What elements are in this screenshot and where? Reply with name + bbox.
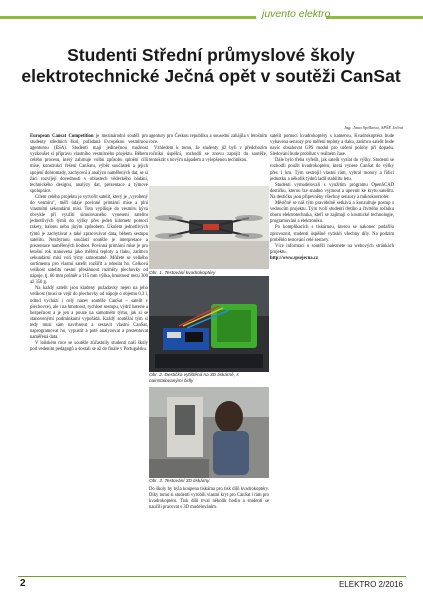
paragraph: satelit pomocí kvadrokoptéry s kamerou. Kvadrokoptéra bude vybavena senzory pro měření teploty a tlaku, zatímco satelit bude navíc obsahovat GPS modul pro určení polohy při dopadu. Sledování bude probíhat v reálném čase.	[270, 134, 394, 158]
byline: Ing. Jana Spilková, SPŠE Ječná	[344, 125, 403, 130]
header-rule-left	[0, 16, 256, 19]
paragraph: Na každý satelit jsou kladeny požadavky nejen na jeho velikost (musí se vejít do plechovky od nápoje o objemu 0,3 l, odtud vychází i celý název soutěže CanSat – satelit v plechovce), ale i na hmotnost, rychlost sestupu, výdrž baterie a bezpečnost a je jen a pouze na samotném týmu, jak si se stanovenými podmínkami vypořádá. Každý soutěžní tým si tedy musí sám navrhnout a sestavit vlastní CanSat, naprogramovat ho, vypustit a poté analyzovat a prezentovat naměřená data.	[30, 286, 148, 341]
issue-label: ELEKTRO 2/2016	[338, 580, 403, 589]
paragraph: Cílem celého projektu je vytvořit satelit, který je „vyrobený do vesmíru", měří údaje povinné primární mise a plní vlastními sekundární misi. Toto vyplňuje do vesmíru bývá obvykle při využití simulovaného vynesení satelitu jednotlivých týmů do výšky přes jeden kilometr pomocí rakety, balonu nebo jiným způsobem. Úkolem jednotlivých týmů je zachytávat a také zpracovávat data, během sestupu satelitu. Nezbytnou součástí soutěže je interpretace a prezentace naměřených hodnot. Povinná primární mise je pro letošní rok stanovena jako měření teploty a tlaku, zatímco sekundární misi volí týmy samostatně. Můžete se velkého sortimentu pro vlastní satelit rozšířit a odeslat ho. Celková velikost satelitu nesmí přesáhnout rozměry plechovky od nápoje, tj. 66 mm průměr a 115 mm výška, hmotnost mezi 300 až 350 g.	[30, 194, 148, 286]
column-2-continued: Do školy by byla koupena tiskárna pro tisk dílů kvadrokoptéry. Díky tomu si studenti vyrobili vlastní kryt pro CanSat i rám pro kvadrokoptéru. Tisk dílů trval několik hodin a studenti se naučili pracovat s 3D modelováním.	[149, 487, 269, 511]
photo-caption: Obr. 1. Testování kvadrokoptéry	[149, 270, 216, 275]
website-link[interactable]: http://www.spsejecna.cz	[270, 255, 318, 261]
photo-quadcopter	[149, 186, 269, 269]
article-title: Studenti Střední průmyslové školy elektrotechnické Ječná opět v soutěži CanSat	[21, 45, 401, 86]
paragraph: Vzhledem k tomu, že studenty již byli v předchozím ročníku úspěšní, rozhodli se znovu zapojit do soutěže, tentokrát s novým nápadem a vylepšenou technikou.	[149, 146, 267, 164]
column-1	[30, 134, 148, 353]
footer-rule	[18, 576, 406, 577]
header-rule-right	[326, 16, 423, 19]
photo-caption: Obr. 2. Destička vytištěná na 3D tiskárně, s nainstalovanými čidly	[149, 372, 239, 383]
lead-text: European Cansat Competition	[30, 134, 94, 139]
header-band	[0, 8, 423, 26]
paragraph: Měsíčně se náš tým pravidelně setkává a konzultuje postup s vedoucím projektu. Tým tvoří studenti třetího a čtvrtého ročníku oboru elektrotechnika, kteří se zajímají o kosmické technologie, programování a elektroniku.	[270, 201, 394, 225]
section-label: juvento elektro	[262, 8, 331, 20]
photo-caption: Obr. 3. Testování 3D tiskárny	[149, 478, 210, 483]
paragraph: Více informací o soutěži naleznete na webových stránkách projektu.	[270, 243, 394, 255]
paragraph: Studenti vymodelovali s využitím programu OpenSCAD destičku, kterou lze snadno vyjmout a upevnit ke krytu satelitu. Na destičku jsou připevněny všechny senzory a mikrokontrolér.	[270, 182, 394, 200]
column-2	[149, 134, 267, 164]
photo-printed-board	[149, 276, 269, 372]
photo-3d-printer	[149, 387, 269, 478]
paragraph: Dále bylo třeba vyřešit, jak satelit vyslat do výšky. Studenti se rozhodli použít kvadrokoptéru, která vynese CanSat do výšky přes 1 km. Tým sestrojil vlastní rám, vybral motory a řídicí jednotku a několik týdnů ladil stabilitu letu.	[270, 158, 394, 182]
paragraph: European Cansat Competition je mezinárodní soutěž pro studenty středních škol, pořádaná Evropskou vesmírnou agenturou (ESA). Studenti mají jedinečnou možnost vyzkoušet si přípravu vlastního vesmírného projektu. Během celého procesu, který zahrnuje volbu způsobu splnění cílů mise, konstrukci řešení CanSatu, výběr součástek a jejich spojení dohromady, zachycení a analýzu naměřených dat, se si žáci rozvíjejí dovednosti v oblastech vědeckého bádání, technického designu, analýzy dat, prezentace a týmové spolupráce.	[30, 134, 148, 194]
column-3	[270, 134, 394, 262]
paragraph: Po komplikacích s tiskárnou, kterou se nakonec podařilo zprovoznit, studenti úspěšně vytiskli všechny díly. Na podzim proběhlo testování celé sestavy.	[270, 225, 394, 243]
page-number: 2	[20, 578, 26, 589]
paragraph: agentury pro Českou republiku a sousední zahájila v letošním roce.	[149, 134, 267, 146]
paragraph: V loňském roce se soutěže zúčastnily studenti naší školy pod vedením pedagogů a dostali se až do finále v Portugalsku.	[30, 341, 148, 353]
